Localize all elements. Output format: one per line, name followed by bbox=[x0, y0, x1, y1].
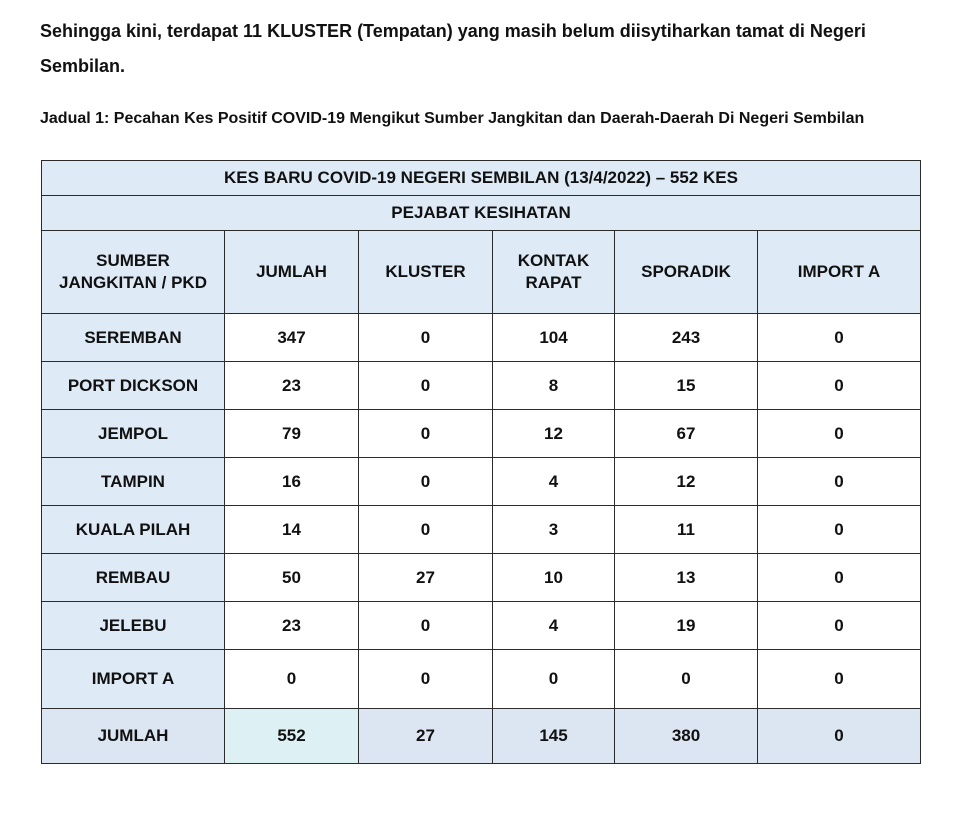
cell-kontak: 4 bbox=[493, 458, 615, 506]
cell-sporadik: 11 bbox=[615, 506, 758, 554]
total-sporadik: 380 bbox=[615, 709, 758, 764]
table-row bbox=[42, 554, 921, 602]
table-row bbox=[42, 650, 921, 709]
row-district: KUALA PILAH bbox=[42, 506, 225, 554]
cell-sporadik: 15 bbox=[615, 362, 758, 410]
total-kontak: 145 bbox=[493, 709, 615, 764]
header-jumlah: JUMLAH bbox=[225, 231, 359, 314]
row-district: SEREMBAN bbox=[42, 314, 225, 362]
header-kluster: KLUSTER bbox=[359, 231, 493, 314]
table-row bbox=[42, 410, 921, 458]
table-row bbox=[42, 602, 921, 650]
table-caption: Jadual 1: Pecahan Kes Positif COVID-19 Mengikut Sumber Jangkitan dan Daerah-Daerah Di Negeri Sembilan bbox=[40, 110, 865, 127]
intro-paragraph: Sehingga kini, terdapat 11 KLUSTER (Tempatan) yang masih belum diisytiharkan tamat di Negeri Sembilan. bbox=[40, 21, 866, 76]
cell-jumlah: 16 bbox=[225, 458, 359, 506]
total-import: 0 bbox=[758, 709, 921, 764]
total-kluster: 27 bbox=[359, 709, 493, 764]
header-import: IMPORT A bbox=[758, 231, 921, 314]
cell-sporadik: 0 bbox=[615, 650, 758, 709]
total-label: JUMLAH bbox=[42, 709, 225, 764]
cell-import: 0 bbox=[758, 314, 921, 362]
row-district: JELEBU bbox=[42, 602, 225, 650]
cell-kontak: 4 bbox=[493, 602, 615, 650]
cell-import: 0 bbox=[758, 650, 921, 709]
table-header-row bbox=[42, 231, 921, 314]
cell-import: 0 bbox=[758, 410, 921, 458]
cell-jumlah: 347 bbox=[225, 314, 359, 362]
table-row bbox=[42, 506, 921, 554]
cell-jumlah: 50 bbox=[225, 554, 359, 602]
table-row bbox=[42, 314, 921, 362]
cell-kontak: 104 bbox=[493, 314, 615, 362]
cell-import: 0 bbox=[758, 458, 921, 506]
cell-kontak: 3 bbox=[493, 506, 615, 554]
cell-jumlah: 14 bbox=[225, 506, 359, 554]
header-kontak: KONTAK RAPAT bbox=[493, 231, 615, 314]
cell-jumlah: 23 bbox=[225, 602, 359, 650]
row-district: PORT DICKSON bbox=[42, 362, 225, 410]
table-title: KES BARU COVID-19 NEGERI SEMBILAN (13/4/2022) – 552 KES bbox=[42, 161, 921, 196]
cell-kontak: 10 bbox=[493, 554, 615, 602]
row-district: IMPORT A bbox=[42, 650, 225, 709]
cell-jumlah: 0 bbox=[225, 650, 359, 709]
cell-sporadik: 243 bbox=[615, 314, 758, 362]
covid-cases-table bbox=[41, 160, 921, 764]
cell-import: 0 bbox=[758, 506, 921, 554]
cell-kluster: 0 bbox=[359, 506, 493, 554]
cell-kluster: 0 bbox=[359, 458, 493, 506]
cell-sporadik: 19 bbox=[615, 602, 758, 650]
cell-sporadik: 12 bbox=[615, 458, 758, 506]
cell-import: 0 bbox=[758, 602, 921, 650]
row-district: REMBAU bbox=[42, 554, 225, 602]
cell-sporadik: 13 bbox=[615, 554, 758, 602]
header-source: SUMBER JANGKITAN / PKD bbox=[42, 231, 225, 314]
table-row bbox=[42, 458, 921, 506]
table-total-row bbox=[42, 709, 921, 764]
cell-jumlah: 79 bbox=[225, 410, 359, 458]
table-subtitle-row bbox=[42, 196, 921, 231]
cell-sporadik: 67 bbox=[615, 410, 758, 458]
row-district: TAMPIN bbox=[42, 458, 225, 506]
table-subtitle: PEJABAT KESIHATAN bbox=[42, 196, 921, 231]
cell-kluster: 0 bbox=[359, 314, 493, 362]
cell-jumlah: 23 bbox=[225, 362, 359, 410]
cell-kontak: 0 bbox=[493, 650, 615, 709]
row-district: JEMPOL bbox=[42, 410, 225, 458]
cell-kluster: 0 bbox=[359, 410, 493, 458]
header-sporadik: SPORADIK bbox=[615, 231, 758, 314]
cell-kluster: 0 bbox=[359, 650, 493, 709]
cell-kontak: 12 bbox=[493, 410, 615, 458]
table-row bbox=[42, 362, 921, 410]
table-title-row bbox=[42, 161, 921, 196]
cell-kluster: 0 bbox=[359, 602, 493, 650]
cell-kluster: 0 bbox=[359, 362, 493, 410]
cell-kontak: 8 bbox=[493, 362, 615, 410]
cell-import: 0 bbox=[758, 362, 921, 410]
cell-kluster: 27 bbox=[359, 554, 493, 602]
cell-import: 0 bbox=[758, 554, 921, 602]
total-jumlah: 552 bbox=[225, 709, 359, 764]
